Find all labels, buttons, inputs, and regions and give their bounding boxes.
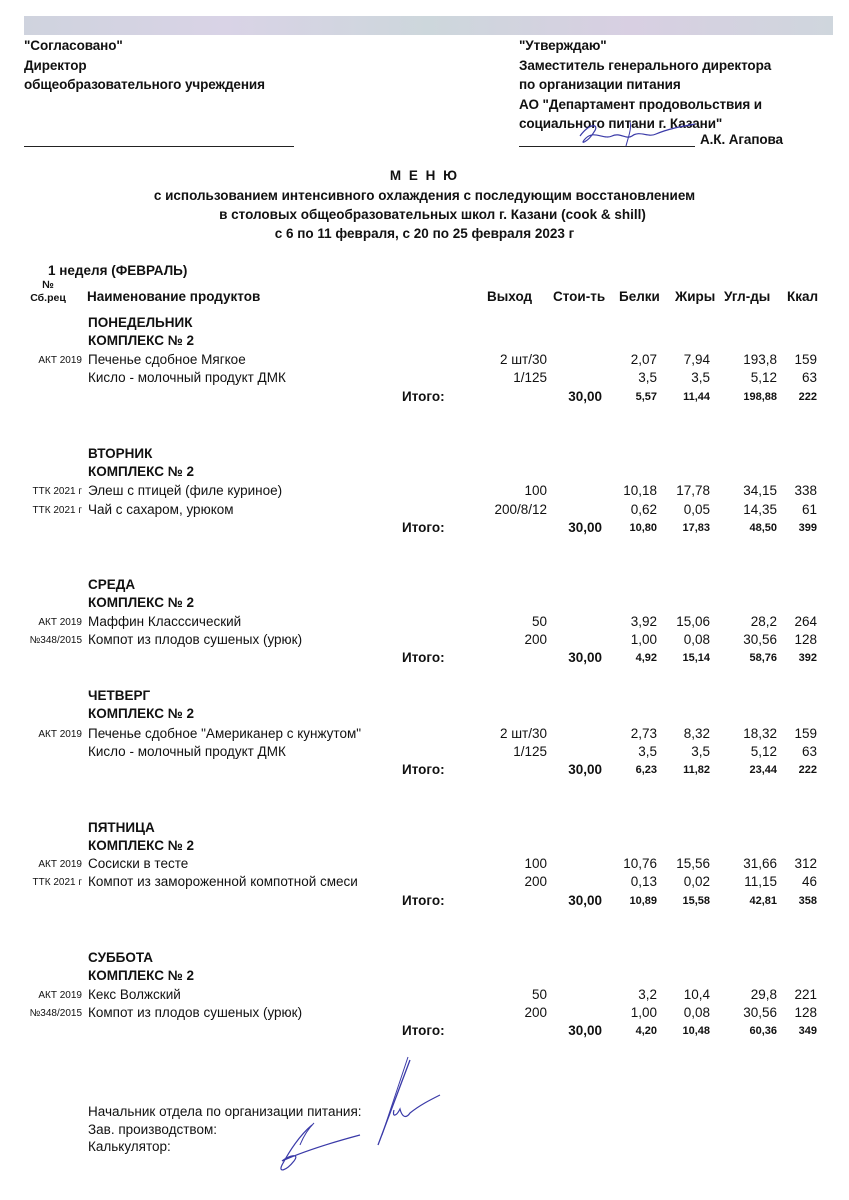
dish-name: Маффин Класссический <box>88 614 242 629</box>
total-carbs: 42,81 <box>749 895 777 907</box>
dish-kcal: 61 <box>801 502 817 517</box>
total-label: Итого: <box>402 650 445 665</box>
dish-carbs: 5,12 <box>750 744 777 759</box>
total-carbs: 23,44 <box>749 764 777 776</box>
total-label: Итого: <box>402 520 445 535</box>
document-period: с 6 по 11 февраля, с 20 по 25 февраля 2023 г <box>274 226 575 241</box>
footer-line-calculator: Калькулятор: <box>88 1139 171 1154</box>
dish-kcal: 221 <box>794 987 817 1002</box>
column-header-kcal: Ккал <box>787 289 819 304</box>
recipe-ref: ТТК 2021 г <box>32 877 82 888</box>
dish-name: Кисло - молочный продукт ДМК <box>88 370 286 385</box>
column-header-fat: Жиры <box>675 289 716 304</box>
dish-carbs: 34,15 <box>743 483 777 498</box>
dish-fat: 0,05 <box>683 502 710 517</box>
dish-carbs: 11,15 <box>744 874 777 889</box>
dish-fat: 17,78 <box>676 483 710 498</box>
signature-line-left <box>24 146 294 147</box>
dish-name: Элеш с птицей (филе куриное) <box>88 483 283 498</box>
total-cost: 30,00 <box>568 520 602 535</box>
total-protein: 10,89 <box>629 895 657 907</box>
day-name: ПЯТНИЦА <box>88 820 155 835</box>
total-carbs: 198,88 <box>743 391 777 403</box>
dish-kcal: 338 <box>794 483 817 498</box>
dish-name: Печенье сдобное "Американер с кунжутом" <box>88 726 362 741</box>
total-carbs: 48,50 <box>749 522 777 534</box>
approval-right-line5: социального питани г. Казани" <box>519 116 723 131</box>
day-name: ВТОРНИК <box>88 446 153 461</box>
dish-protein: 1,00 <box>630 632 657 647</box>
total-kcal: 392 <box>798 652 817 664</box>
dish-fat: 7,94 <box>683 352 710 367</box>
column-header-carbs: Угл-ды <box>724 289 771 304</box>
dish-output: 100 <box>524 483 547 498</box>
footer-line-head-of-catering: Начальник отдела по организации питания: <box>88 1104 362 1119</box>
recipe-ref: АКТ 2019 <box>38 859 82 870</box>
column-header-name: Наименование продуктов <box>87 289 261 304</box>
dish-fat: 3,5 <box>691 370 710 385</box>
dish-kcal: 128 <box>794 1005 817 1020</box>
dish-kcal: 63 <box>801 370 817 385</box>
approval-right-line3: по организации питания <box>519 77 681 92</box>
complex-label: КОМПЛЕКС № 2 <box>88 464 195 479</box>
recipe-ref: АКТ 2019 <box>38 990 82 1001</box>
dish-output: 2 шт/30 <box>499 726 547 741</box>
total-kcal: 222 <box>798 764 817 776</box>
total-fat: 11,44 <box>683 391 710 403</box>
dish-output: 50 <box>531 987 547 1002</box>
handwritten-signatures-footer <box>260 1055 450 1175</box>
total-carbs: 60,36 <box>749 1025 777 1037</box>
approval-left-line3: общеобразовательного учреждения <box>24 77 265 92</box>
document-title: М Е Н Ю <box>389 168 460 183</box>
approval-right-line2: Заместитель генерального директора <box>519 57 772 73</box>
dish-kcal: 46 <box>801 874 817 889</box>
week-label: 1 неделя (ФЕВРАЛЬ) <box>48 263 188 278</box>
dish-protein: 3,5 <box>638 744 657 759</box>
dish-fat: 0,02 <box>683 874 710 889</box>
dish-output: 1/125 <box>513 370 547 385</box>
day-name: СУББОТА <box>88 950 154 965</box>
dish-protein: 0,13 <box>630 874 657 889</box>
total-carbs: 58,76 <box>749 652 777 664</box>
dish-protein: 2,07 <box>630 352 657 367</box>
dish-protein: 0,62 <box>630 502 657 517</box>
total-protein: 5,57 <box>635 391 657 403</box>
approval-right-line4: АО "Департамент продовольствия и <box>519 96 763 112</box>
dish-output: 200 <box>524 874 547 889</box>
dish-kcal: 159 <box>794 726 817 741</box>
dish-protein: 1,00 <box>630 1005 657 1020</box>
dish-carbs: 5,12 <box>750 370 777 385</box>
dish-kcal: 159 <box>794 352 817 367</box>
total-kcal: 349 <box>798 1025 817 1037</box>
dish-output: 100 <box>524 856 547 871</box>
dish-fat: 10,4 <box>683 987 710 1002</box>
dish-name: Кекс Волжский <box>88 987 181 1002</box>
approval-left-line2: Директор <box>24 57 87 73</box>
recipe-ref: №348/2015 <box>29 635 82 646</box>
total-protein: 10,80 <box>629 522 657 534</box>
dish-kcal: 128 <box>794 632 817 647</box>
dish-protein: 10,76 <box>623 856 657 871</box>
total-kcal: 399 <box>798 522 817 534</box>
day-name: СРЕДА <box>88 577 136 592</box>
dish-carbs: 193,8 <box>743 352 777 367</box>
column-header-num-line2: Сб.рец <box>30 292 66 304</box>
total-label: Итого: <box>402 762 445 777</box>
dish-protein: 10,18 <box>623 483 657 498</box>
column-header-cost: Стои-ть <box>553 289 606 304</box>
column-header-protein: Белки <box>619 289 660 304</box>
total-fat: 17,83 <box>682 522 710 534</box>
day-name: ПОНЕДЕЛЬНИК <box>88 315 193 330</box>
total-protein: 6,23 <box>635 764 657 776</box>
total-fat: 15,14 <box>682 652 710 664</box>
handwritten-signature-approver <box>560 118 700 152</box>
dish-fat: 15,56 <box>676 856 710 871</box>
total-label: Итого: <box>402 893 445 908</box>
complex-label: КОМПЛЕКС № 2 <box>88 706 195 721</box>
recipe-ref: АКТ 2019 <box>38 729 82 740</box>
dish-carbs: 29,8 <box>750 987 777 1002</box>
total-cost: 30,00 <box>568 650 602 665</box>
recipe-ref: АКТ 2019 <box>38 617 82 628</box>
dish-output: 200 <box>524 632 547 647</box>
column-header-num-line1: № <box>42 279 54 291</box>
total-cost: 30,00 <box>568 762 602 777</box>
complex-label: КОМПЛЕКС № 2 <box>88 968 195 983</box>
total-fat: 15,58 <box>682 895 710 907</box>
approver-name: А.К. Агапова <box>700 132 783 147</box>
total-kcal: 222 <box>798 391 817 403</box>
dish-output: 50 <box>531 614 547 629</box>
dish-kcal: 264 <box>794 614 817 629</box>
total-protein: 4,92 <box>635 652 657 664</box>
dish-name: Компот из замороженной компотной смеси <box>88 874 358 889</box>
dish-fat: 8,32 <box>683 726 710 741</box>
total-fat: 11,82 <box>683 764 710 776</box>
total-label: Итого: <box>402 389 445 404</box>
document-subtitle-line2: в столовых общеобразовательных школ г. Казани (cook & shill) <box>219 207 646 222</box>
dish-kcal: 63 <box>801 744 817 759</box>
scan-top-band <box>24 16 833 35</box>
dish-fat: 15,06 <box>676 614 710 629</box>
dish-protein: 2,73 <box>630 726 657 741</box>
dish-fat: 3,5 <box>691 744 710 759</box>
dish-fat: 0,08 <box>683 1005 710 1020</box>
dish-protein: 3,92 <box>630 614 657 629</box>
total-cost: 30,00 <box>568 389 602 404</box>
document-subtitle-line1: с использованием интенсивного охлаждения с последующим восстановлением <box>153 188 696 203</box>
recipe-ref: ТТК 2021 г <box>32 505 82 516</box>
dish-name: Кисло - молочный продукт ДМК <box>88 744 286 759</box>
dish-name: Чай с сахаром, урюком <box>88 502 234 517</box>
column-header-recipe-number <box>20 279 76 305</box>
dish-name: Компот из плодов сушеных (урюк) <box>88 632 303 647</box>
approval-left-block <box>24 36 265 95</box>
dish-output: 200/8/12 <box>494 502 547 517</box>
dish-fat: 0,08 <box>683 632 710 647</box>
dish-carbs: 30,56 <box>743 632 777 647</box>
approval-right-line1: "Утверждаю" <box>519 38 607 53</box>
recipe-ref: АКТ 2019 <box>38 355 82 366</box>
dish-name: Печенье сдобное Мягкое <box>88 352 246 367</box>
total-protein: 4,20 <box>635 1025 657 1037</box>
day-name: ЧЕТВЕРГ <box>88 688 151 703</box>
complex-label: КОМПЛЕКС № 2 <box>88 333 195 348</box>
recipe-ref: ТТК 2021 г <box>32 486 82 497</box>
dish-output: 1/125 <box>513 744 547 759</box>
dish-kcal: 312 <box>794 856 817 871</box>
recipe-ref: №348/2015 <box>29 1008 82 1019</box>
approval-left-line1: "Согласовано" <box>24 38 123 53</box>
dish-carbs: 14,35 <box>743 502 777 517</box>
dish-protein: 3,2 <box>638 987 657 1002</box>
dish-carbs: 18,32 <box>743 726 777 741</box>
total-kcal: 358 <box>798 895 817 907</box>
dish-output: 200 <box>524 1005 547 1020</box>
dish-name: Сосиски в тесте <box>88 856 189 871</box>
total-cost: 30,00 <box>568 893 602 908</box>
dish-carbs: 31,66 <box>743 856 777 871</box>
column-header-output: Выход <box>487 289 533 304</box>
dish-protein: 3,5 <box>638 370 657 385</box>
footer-line-production-head: Зав. производством: <box>88 1121 217 1137</box>
total-label: Итого: <box>402 1023 445 1038</box>
complex-label: КОМПЛЕКС № 2 <box>88 838 195 853</box>
total-cost: 30,00 <box>568 1023 602 1038</box>
dish-carbs: 28,2 <box>750 614 777 629</box>
dish-carbs: 30,56 <box>743 1005 777 1020</box>
dish-output: 2 шт/30 <box>499 352 547 367</box>
complex-label: КОМПЛЕКС № 2 <box>88 595 195 610</box>
dish-name: Компот из плодов сушеных (урюк) <box>88 1005 303 1020</box>
total-fat: 10,48 <box>682 1025 710 1037</box>
